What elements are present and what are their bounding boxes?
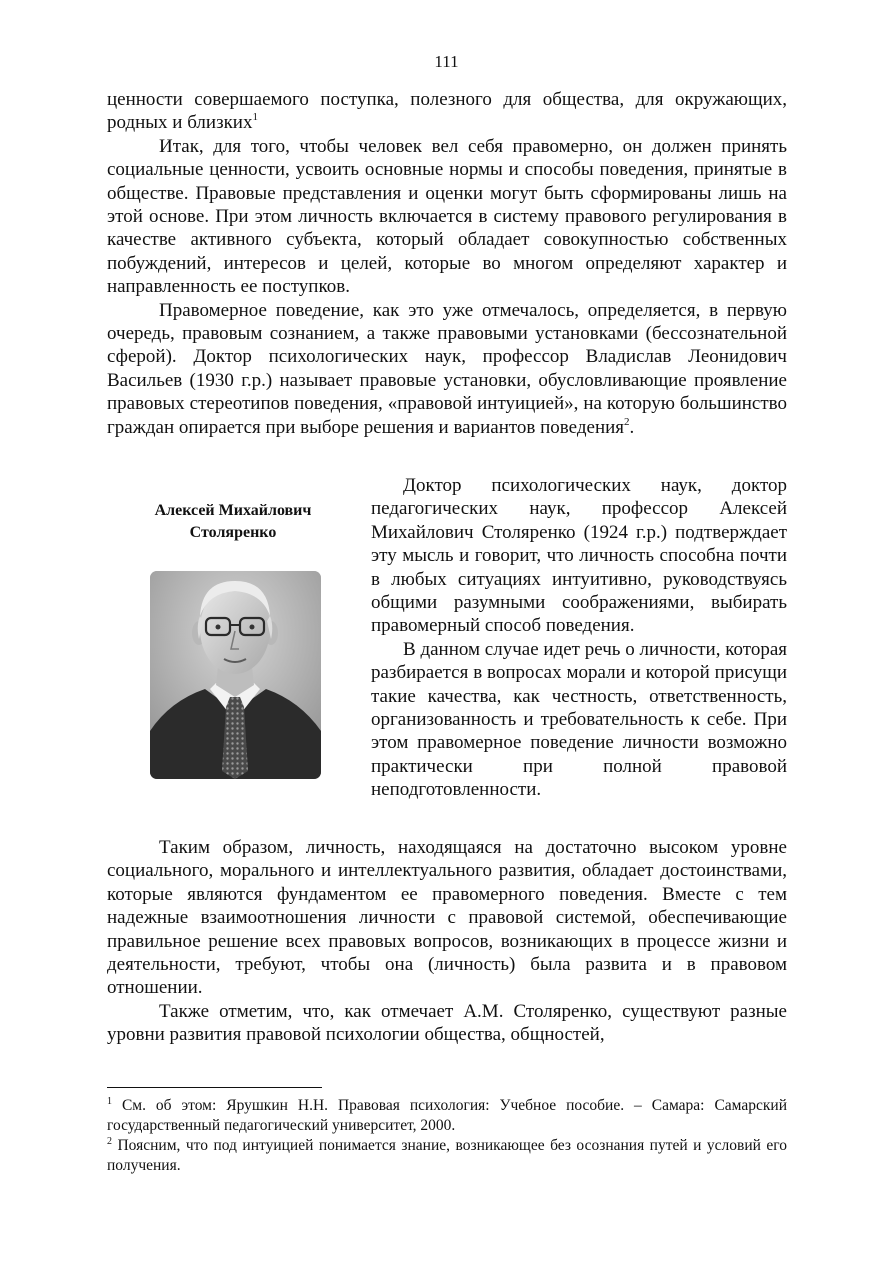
photo-caption-line: Столяренко <box>189 524 277 541</box>
main-text-top <box>107 88 787 439</box>
page-number: 111 <box>434 52 459 71</box>
footnote-mark: 1 <box>107 1096 112 1107</box>
footnote-divider <box>107 1087 322 1088</box>
footnote-ref[interactable]: 2 <box>624 415 630 428</box>
paragraph: Также отметим, что, как отмечает А.М. Столяренко, существуют разные уровни развития правовой психологии общества, общностей, <box>107 1000 787 1046</box>
main-text-bottom <box>107 836 787 1047</box>
photo-caption <box>120 500 346 544</box>
footnotes <box>107 1096 787 1176</box>
portrait-illustration <box>150 571 321 779</box>
photo-caption-line: Алексей Михайлович <box>154 502 312 519</box>
paragraph: Правомерное поведение, как это уже отмечалось, определяется, в первую очередь, правовым сознанием, а также правовыми установками (бессознательной сферой). Доктор психологических наук, профессор Владислав Леонидович Васильев (1930 г.р.) называет правовые установки, обусловливающие проявление правовых стереотипов поведения, «правовой интуицией», на которую большинство граждан опирается при выборе решения и вариантов поведения$^2$. <box>107 299 787 438</box>
footnote: $^1$ См. об этом: Ярушкин Н.Н. Правовая психология: Учебное пособие. – Самара: Самарский государственный педагогический университет, 2000. <box>107 1096 787 1134</box>
paragraph: Итак, для того, чтобы человек вел себя правомерно, он должен принять социальные ценности, усвоить основные нормы и способы поведения, принятые в обществе. Правовые представления и оценки могут быть сформированы лишь на этой основе. При этом личность включается в систему правового регулирования в качестве активного субъекта, который обладает совокупностью собственных побуждений, интересов и целей, которые во многом определяют характер и направленность ее поступков. <box>107 135 787 298</box>
footnote: $^2$ Поясним, что под интуицией понимается знание, возникающее без осознания путей и условий его получения. <box>107 1136 787 1174</box>
paragraph: Таким образом, личность, находящаяся на достаточно высоком уровне социального, морального и интеллектуального развития, обладает достоинствами, которые являются фундаментом ее правомерного поведения. Вместе с тем надежные взаимоотношения личности с правовой системой, обеспечивающие правильное решение всех правовых вопросов, возникающих в процессе жизни и деятельности, требуют, чтобы она (личность) была развита и в правовом отношении. <box>107 837 787 999</box>
portrait-photo <box>150 571 321 779</box>
footnote-mark: 2 <box>107 1136 112 1147</box>
footnote-ref[interactable]: 1 <box>252 111 258 124</box>
paragraph: Доктор психологических наук, доктор педагогических наук, профессор Алексей Михайлович Столяренко (1924 г.р.) подтверждает эту мысль и говорит, что личность способна почти в любых ситуациях интуитивно, руководствуясь общими разумными соображениями, выбирать правомерный способ поведения. <box>371 475 787 637</box>
paragraph: ценности совершаемого поступка, полезного для общества, для окружающих, родных и близких$^1$ <box>107 89 787 134</box>
paragraph: В данном случае идет речь о личности, которая разбирается в вопросах морали и которой присущи такие качества, как честность, ответственность, организованность и требовательность к себе. При этом правомерное поведение личности возможно практически при полной правовой неподготовленности. <box>371 638 787 801</box>
side-text <box>371 474 787 802</box>
